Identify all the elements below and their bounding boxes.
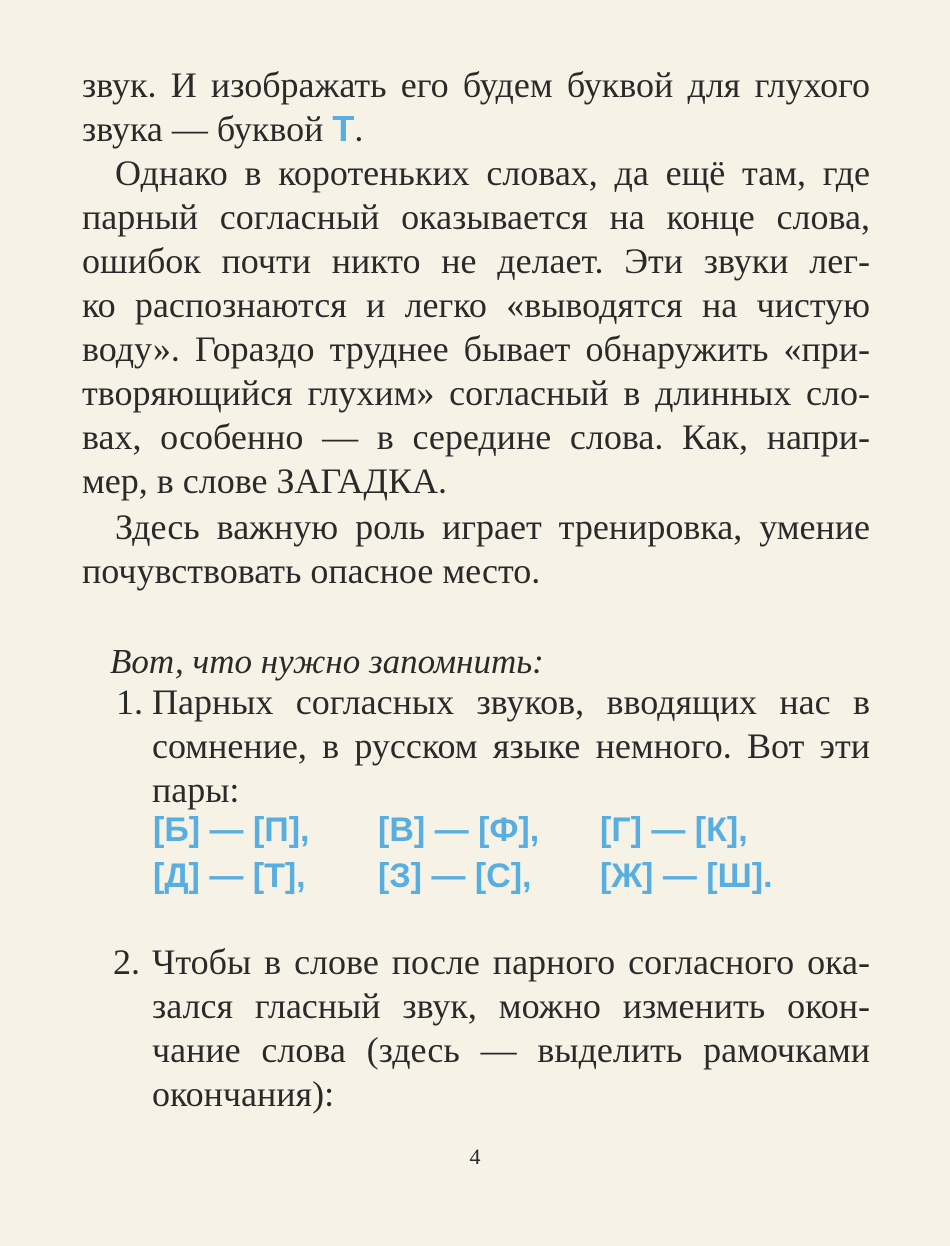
consonant-pair: [З] — [С], (378, 857, 532, 895)
item-line: пары: (152, 770, 240, 810)
text-line: мер, в слове ЗАГАДКА. (82, 461, 447, 501)
remember-heading: Вот, что нужно запомнить: (110, 642, 544, 681)
text-line (82, 107, 870, 151)
item-number: 2. (113, 942, 140, 982)
text-line: творяющийся глухим» согласный в длинных сло- (82, 373, 870, 413)
consonant-pair: [Ж] — [Ш]. (600, 857, 773, 895)
text-line: воду». Гораздо труднее бывает обнаружить «при- (82, 329, 870, 369)
text-line: почувствовать опасное место. (82, 551, 541, 591)
text-line: Здесь важную роль играет тренировка, умение (115, 507, 870, 547)
text-line: вах, особенно — в середине слова. Как, напри- (82, 417, 870, 457)
consonant-pair: [Д] — [Т], (153, 857, 306, 895)
text-segment: . (354, 109, 364, 149)
item-line: зался гласный звук, можно изменить окон- (152, 986, 870, 1026)
text-line: Однако в коротеньких словах, да ещё там, где (115, 153, 870, 193)
text-line: парный согласный оказывается на конце слова, (82, 197, 870, 237)
text-line: ошибок почти никто не делает. Эти звуки лег- (82, 241, 870, 281)
page-number: 4 (469, 1144, 481, 1169)
item-line: Парных согласных звуков, вводящих нас в (152, 682, 870, 722)
text-segment: звука — буквой (82, 109, 333, 149)
text-line: звук. И изображать его будем буквой для глухого (82, 65, 870, 105)
item-line: сомнение, в русском языке немного. Вот эти (152, 726, 870, 766)
item-number: 1. (116, 682, 143, 722)
item-line: Чтобы в слове после парного согласного ока- (152, 942, 870, 982)
consonant-pair: [Б] — [П], (153, 811, 310, 849)
item-line: окончания): (152, 1074, 335, 1114)
item-line: чание слова (здесь — выделить рамочками (152, 1030, 870, 1070)
text-line: ко распознаются и легко «выводятся на чистую (82, 285, 870, 325)
consonant-pair: [В] — [Ф], (378, 811, 540, 849)
consonant-pair: [Г] — [К], (600, 811, 748, 849)
highlight-letter: Т (332, 108, 355, 149)
